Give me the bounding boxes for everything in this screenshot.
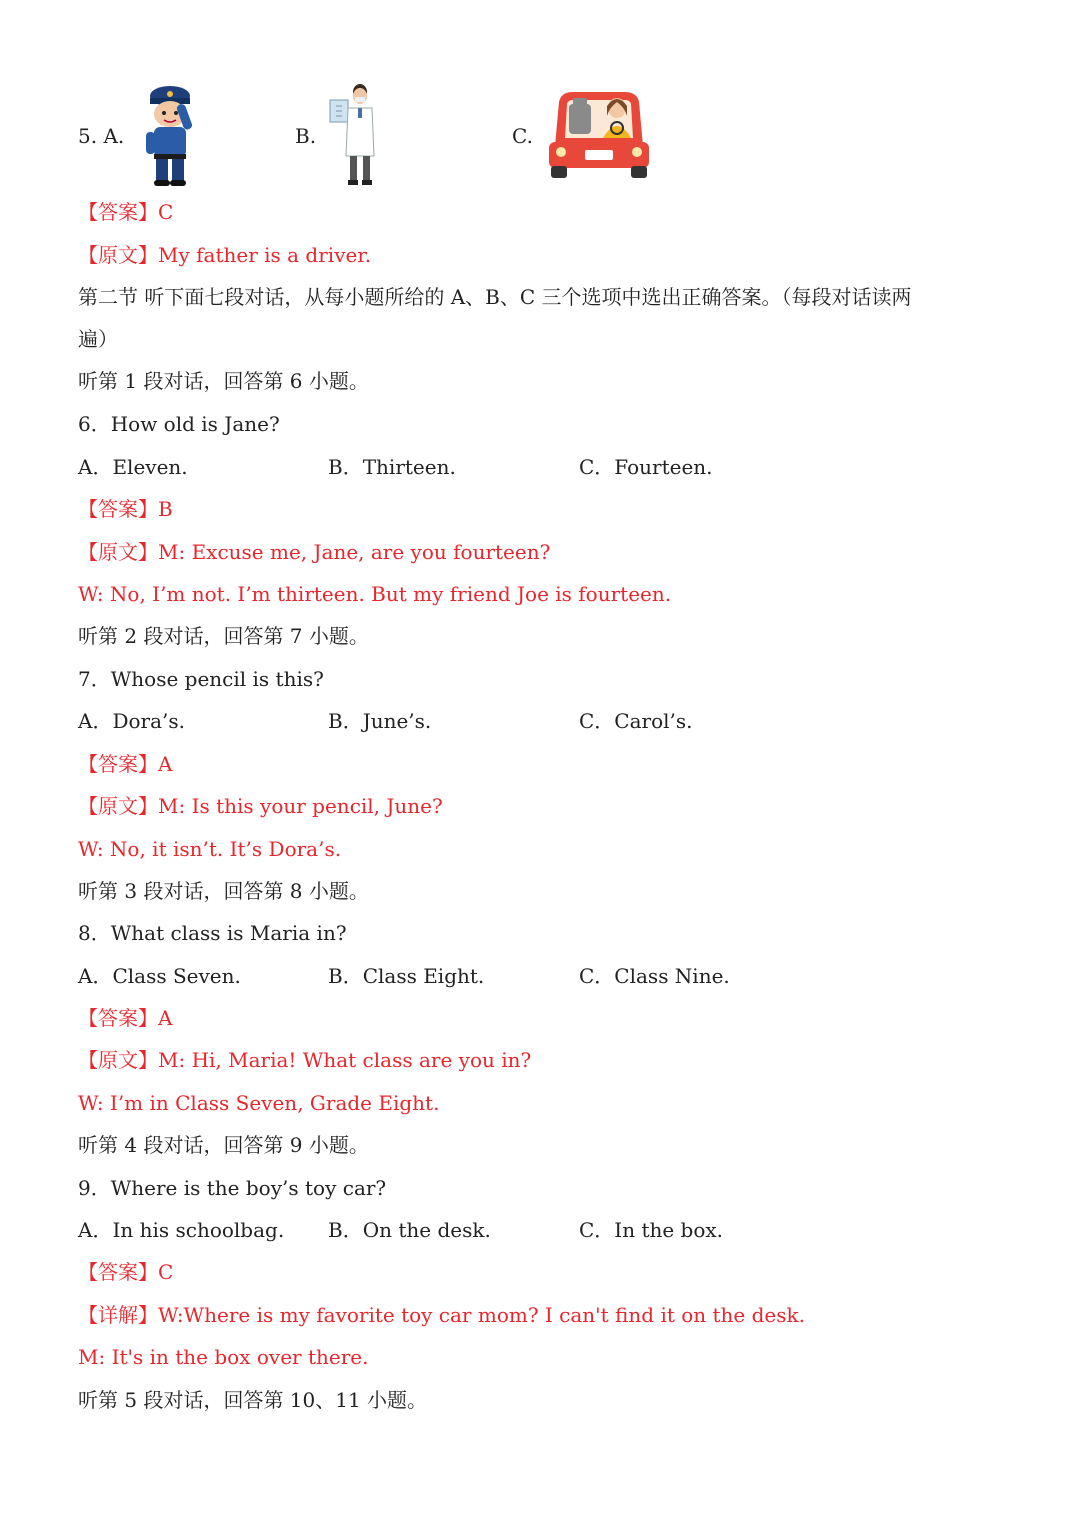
q9-answer: 【答案】C	[78, 1260, 174, 1284]
q5-option-c: C.	[512, 124, 533, 148]
q8-option-c: C．Class Nine.	[579, 964, 730, 988]
q9-transcript-1: 【详解】W:Where is my favorite toy car mom? I can't find it on the desk.	[78, 1303, 806, 1327]
q8-answer: 【答案】A	[78, 1006, 173, 1030]
q8-question: 8．What class is Maria in?	[78, 921, 347, 945]
section2-instruction-cont: 遍）	[78, 327, 118, 351]
section2-instruction: 第二节 听下面七段对话，从每小题所给的 A、B、C 三个选项中选出正确答案。（每段对话读两	[78, 285, 912, 309]
q5-option-a: A.	[103, 124, 125, 148]
q5-label	[78, 122, 124, 150]
q5-transcript: 【原文】My father is a driver.	[78, 243, 372, 267]
q6-option-a: A．Eleven.	[78, 455, 188, 479]
q5-number: 5.	[78, 124, 98, 148]
q9-option-c: C．In the box.	[579, 1218, 724, 1242]
q6-question: 6．How old is Jane?	[78, 412, 280, 436]
q6-option-c: C．Fourteen.	[579, 455, 713, 479]
q5-answer: 【答案】C	[78, 200, 174, 224]
q10-intro: 听第 5 段对话，回答第 10、11 小题。	[78, 1388, 428, 1412]
q6-answer: 【答案】B	[78, 497, 173, 521]
q8-intro: 听第 3 段对话，回答第 8 小题。	[78, 879, 369, 903]
driver-car-icon	[545, 88, 653, 182]
q8-transcript-2: W: I’m in Class Seven, Grade Eight.	[78, 1091, 440, 1115]
q7-answer: 【答案】A	[78, 752, 173, 776]
q8-option-b: B．Class Eight.	[328, 964, 485, 988]
q6-intro: 听第 1 段对话，回答第 6 小题。	[78, 369, 369, 393]
q8-transcript-1: 【原文】M: Hi, Maria! What class are you in?	[78, 1048, 532, 1072]
doctor-icon	[328, 82, 380, 188]
q7-transcript-2: W: No, it isn’t. It’s Dora’s.	[78, 837, 342, 861]
q9-option-a: A．In his schoolbag.	[78, 1218, 285, 1242]
q6-transcript-1: 【原文】M: Excuse me, Jane, are you fourteen?	[78, 540, 551, 564]
q7-option-b: B．June’s.	[328, 709, 432, 733]
q6-transcript-2: W: No, I’m not. I’m thirteen. But my friend Joe is fourteen.	[78, 582, 672, 606]
q5-option-b: B.	[295, 124, 317, 148]
q6-option-b: B．Thirteen.	[328, 455, 456, 479]
q7-question: 7．Whose pencil is this?	[78, 667, 324, 691]
q9-question: 9．Where is the boy’s toy car?	[78, 1176, 387, 1200]
q7-intro: 听第 2 段对话，回答第 7 小题。	[78, 624, 369, 648]
q9-intro: 听第 4 段对话，回答第 9 小题。	[78, 1133, 369, 1157]
q9-transcript-2: M: It's in the box over there.	[78, 1345, 369, 1369]
q7-option-c: C．Carol’s.	[579, 709, 693, 733]
q9-option-b: B．On the desk.	[328, 1218, 491, 1242]
q8-option-a: A．Class Seven.	[78, 964, 241, 988]
policeman-icon	[140, 82, 200, 188]
q7-option-a: A．Dora’s.	[78, 709, 185, 733]
q7-transcript-1: 【原文】M: Is this your pencil, June?	[78, 794, 443, 818]
